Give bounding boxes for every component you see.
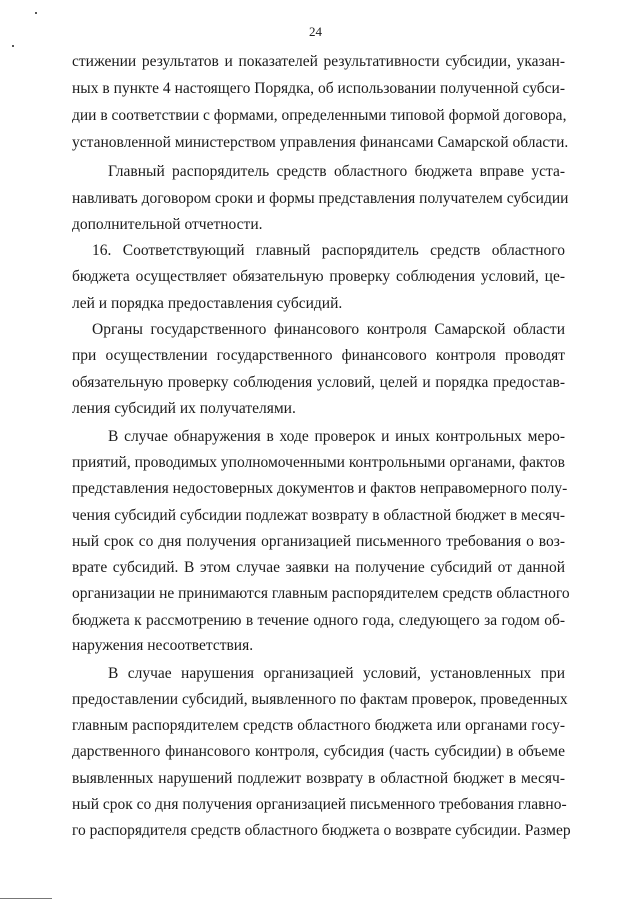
text-line: при осуществлении государственного финансового контроля проводят xyxy=(72,347,565,364)
text-line: ления субсидий их получателями. xyxy=(72,400,296,417)
text-line: В случае обнаружения в ходе проверок и иных контрольных меро- xyxy=(108,428,565,445)
text-line: ных в пункте 4 настоящего Порядка, об использовании полученной субси- xyxy=(72,80,565,97)
text-line: дополнительной отчетности. xyxy=(72,216,263,233)
text-line: навливать договором сроки и формы представления получателем субсидии xyxy=(72,190,569,207)
text-line: выявленных нарушений подлежит возврату в областной бюджет в месяч- xyxy=(72,770,565,787)
scan-mark xyxy=(12,45,14,47)
text-line: предоставлении субсидий, выявленного по фактам проверок, проведенных xyxy=(72,691,568,708)
text-line: приятий, проводимых уполномоченными контрольными органами, фактов xyxy=(72,454,566,471)
text-line: стижении результатов и показателей результативности субсидии, указан- xyxy=(72,53,565,70)
text-line: главным распорядителем средств областного бюджета или органами госу- xyxy=(72,717,565,734)
text-line: установленной министерством управления финансами Самарской области. xyxy=(72,134,569,151)
text-line: Главный распорядитель средств областного бюджета вправе уста- xyxy=(108,163,565,180)
text-line: врате субсидий. В этом случае заявки на получение субсидий от данной xyxy=(72,559,565,576)
text-line: дарственного финансового контроля, субсидия (часть субсидии) в объеме xyxy=(72,743,565,760)
page-number: 24 xyxy=(309,24,322,39)
scan-edge-rule xyxy=(0,898,52,899)
text-line: дии в соответствии с формами, определенными типовой формой договора, xyxy=(72,107,567,124)
text-line: наружения несоответствия. xyxy=(72,637,254,654)
text-line: 16. Соответствующий главный распорядитель средств областного xyxy=(92,242,565,259)
text-line: представления недостоверных документов и фактов неправомерного полу- xyxy=(72,480,568,497)
text-line: ный срок со дня получения организацией письменного требования о воз- xyxy=(72,533,565,550)
text-line: ный срок со дня получения организацией письменного требования главно- xyxy=(72,796,567,813)
text-line: В случае нарушения организацией условий, установленных при xyxy=(108,665,565,682)
text-line: Органы государственного финансового контроля Самарской области xyxy=(92,321,565,338)
scan-mark xyxy=(35,12,37,14)
text-line: организации не принимаются главным распорядителем средств областного xyxy=(72,585,570,602)
text-line: го распорядителя средств областного бюджета о возврате субсидии. Размер xyxy=(72,822,571,839)
text-line: обязательную проверку соблюдения условий, целей и порядка предостав- xyxy=(72,374,565,391)
text-line: чения субсидий субсидии подлежат возврату в областной бюджет в месяч- xyxy=(72,507,566,524)
text-line: бюджета к рассмотрению в течение одного года, следующего за годом об- xyxy=(72,612,565,629)
text-line: бюджета осуществляет обязательную проверку соблюдения условий, це- xyxy=(72,268,565,285)
text-line: лей и порядка предоставления субсидий. xyxy=(72,295,343,312)
